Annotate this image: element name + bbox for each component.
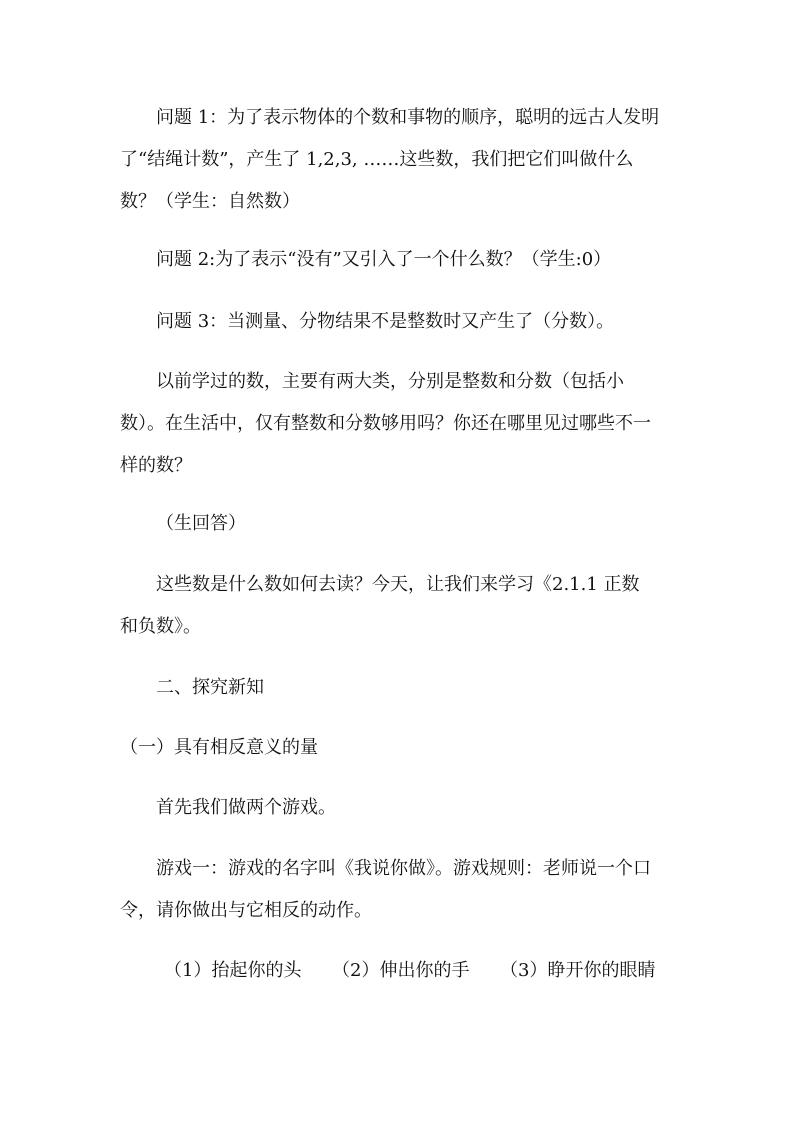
intro-line-1: 这些数是什么数如何去读？今天，让我们来学习《2.1.1 正数 [156, 574, 640, 595]
question-3-line-1: 问题 3：当测量、分物结果不是整数时又产生了（分数）。 [156, 311, 615, 332]
prior-knowledge-paragraph [120, 361, 680, 487]
question-3 [120, 301, 680, 343]
subsection-title: （一）具有相反意义的量 [120, 737, 318, 758]
command-item-3: （3）睁开你的眼睛 [500, 960, 656, 981]
game1-line-1: 游戏一：游戏的名字叫《我说你做》。游戏规则：老师说一个口 [156, 858, 651, 879]
prior-line-2: 数）。在生活中，仅有整数和分数够用吗？你还在哪里见过哪些不一 [120, 413, 651, 434]
question-1 [120, 97, 680, 223]
games-intro [120, 787, 680, 829]
question-1-line-1: 问题 1：为了表示物体的个数和事物的顺序，聪明的远古人发明 [156, 107, 660, 128]
question-1-line-3: 数？（学生：自然数） [120, 191, 300, 212]
subsection-heading [120, 727, 680, 769]
intro-line-2: 和负数》。 [120, 616, 201, 637]
lesson-intro-paragraph [120, 564, 680, 648]
command-item-1: （1）抬起你的头 [164, 960, 302, 981]
prior-line-3: 样的数？ [120, 455, 192, 476]
command-item-2: （2）伸出你的手 [332, 960, 470, 981]
question-1-line-2: 了“结绳计数”，产生了 1,2,3, ……这些数，我们把它们叫做什么 [120, 149, 634, 170]
student-answer [120, 503, 680, 545]
game1-line-2: 令，请你做出与它相反的动作。 [120, 900, 372, 921]
section-title: 二、探究新知 [156, 677, 264, 698]
prior-line-1: 以前学过的数，主要有两大类，分别是整数和分数（包括小 [156, 371, 624, 392]
student-answer-line: （生回答） [156, 513, 246, 534]
section-heading [120, 667, 680, 709]
game-one-paragraph [120, 848, 680, 932]
command-list [120, 950, 680, 992]
games-intro-line: 首先我们做两个游戏。 [156, 797, 336, 818]
question-2 [120, 239, 680, 281]
question-2-line-1: 问题 2:为了表示“没有”又引入了一个什么数？（学生:0） [156, 249, 612, 270]
